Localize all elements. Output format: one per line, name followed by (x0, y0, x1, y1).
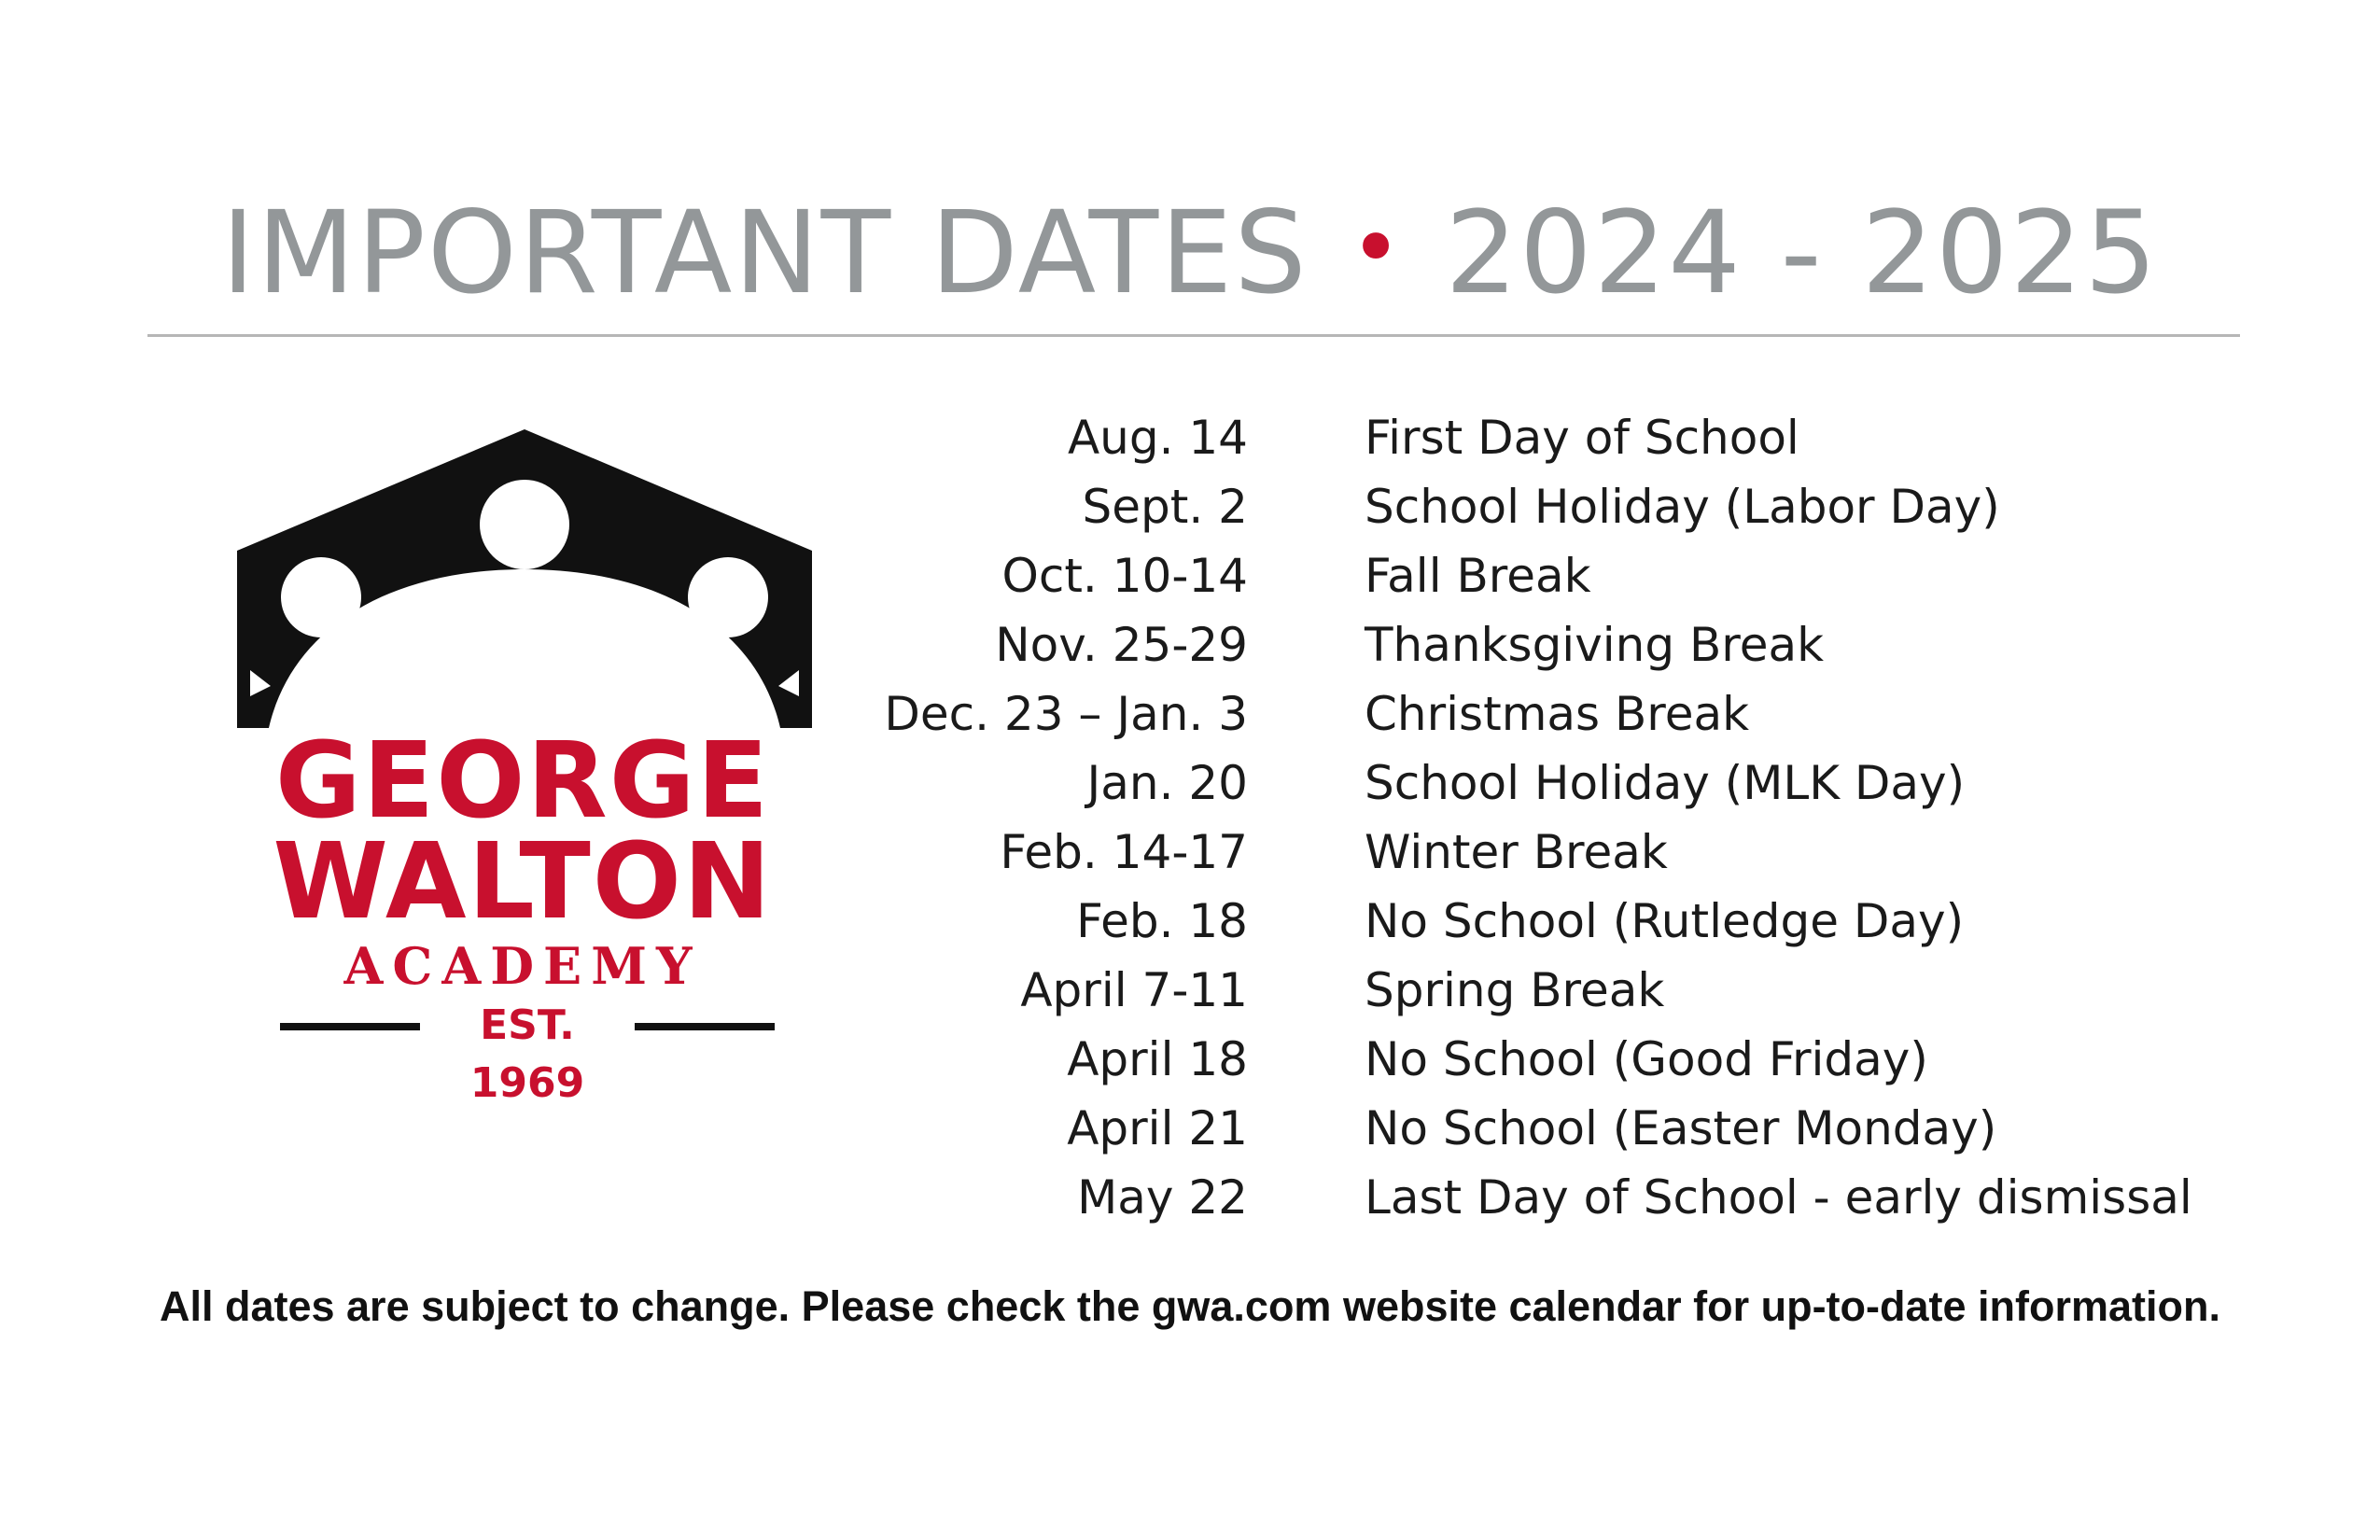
event-label: Fall Break (1365, 549, 1591, 603)
header-divider (147, 334, 2240, 337)
date-row (877, 1025, 2240, 1094)
date-row (877, 403, 2240, 472)
date-row (877, 1163, 2240, 1232)
logo-george: GEORGE (274, 721, 771, 842)
logo-walton: WALTON (273, 821, 773, 943)
event-label: School Holiday (MLK Day) (1365, 756, 1966, 810)
event-label: No School (Easter Monday) (1365, 1101, 1997, 1155)
date-label: Dec. 23 – Jan. 3 (884, 687, 1248, 741)
date-label: Nov. 25-29 (995, 618, 1248, 672)
date-row (877, 818, 2240, 887)
event-label: First Day of School (1365, 411, 1799, 465)
event-label: School Holiday (Labor Day) (1365, 480, 2000, 534)
logo-rule-left (280, 1023, 420, 1030)
date-row (877, 472, 2240, 541)
date-label: May 22 (1077, 1170, 1248, 1225)
date-label: April 21 (1067, 1101, 1248, 1155)
title-year: 2024 - 2025 (1445, 187, 2159, 319)
date-row (877, 887, 2240, 956)
event-label: Thanksgiving Break (1365, 618, 1825, 672)
logo-rule-right (635, 1023, 775, 1030)
event-label: No School (Good Friday) (1365, 1032, 1928, 1086)
page-title (0, 174, 2380, 328)
date-label: Feb. 18 (1076, 894, 1248, 948)
event-label: No School (Rutledge Day) (1365, 894, 1965, 948)
date-label: April 7-11 (1020, 963, 1248, 1017)
date-label: Feb. 14-17 (1000, 825, 1248, 879)
logo-established: EST. 1969 (469, 1001, 585, 1107)
date-label: Aug. 14 (1067, 411, 1248, 465)
disclaimer-note: All dates are subject to change. Please check the gwa.com website calendar for up-to-date information. (159, 1282, 2221, 1330)
event-label: Christmas Break (1365, 687, 1750, 741)
title-text: IMPORTANT DATES (221, 187, 1309, 319)
date-row (877, 1094, 2240, 1163)
event-label: Winter Break (1365, 825, 1668, 879)
date-row (877, 610, 2240, 679)
date-label: April 18 (1067, 1032, 1248, 1086)
date-label: Sept. 2 (1082, 480, 1248, 534)
date-row (877, 956, 2240, 1025)
logo-academy: ACADEMY (343, 936, 702, 996)
date-row (877, 541, 2240, 610)
event-label: Spring Break (1365, 963, 1665, 1017)
school-logo (224, 420, 821, 1107)
date-row (877, 749, 2240, 818)
title-separator-dot: • (1349, 196, 1405, 301)
logo-established-row (280, 997, 775, 1107)
school-building-icon (224, 420, 821, 737)
date-label: Oct. 10-14 (1001, 549, 1248, 603)
date-row (877, 679, 2240, 749)
event-label: Last Day of School - early dismissal (1365, 1170, 2192, 1225)
important-dates-list (877, 403, 2240, 1232)
date-label: Jan. 20 (1086, 756, 1248, 810)
